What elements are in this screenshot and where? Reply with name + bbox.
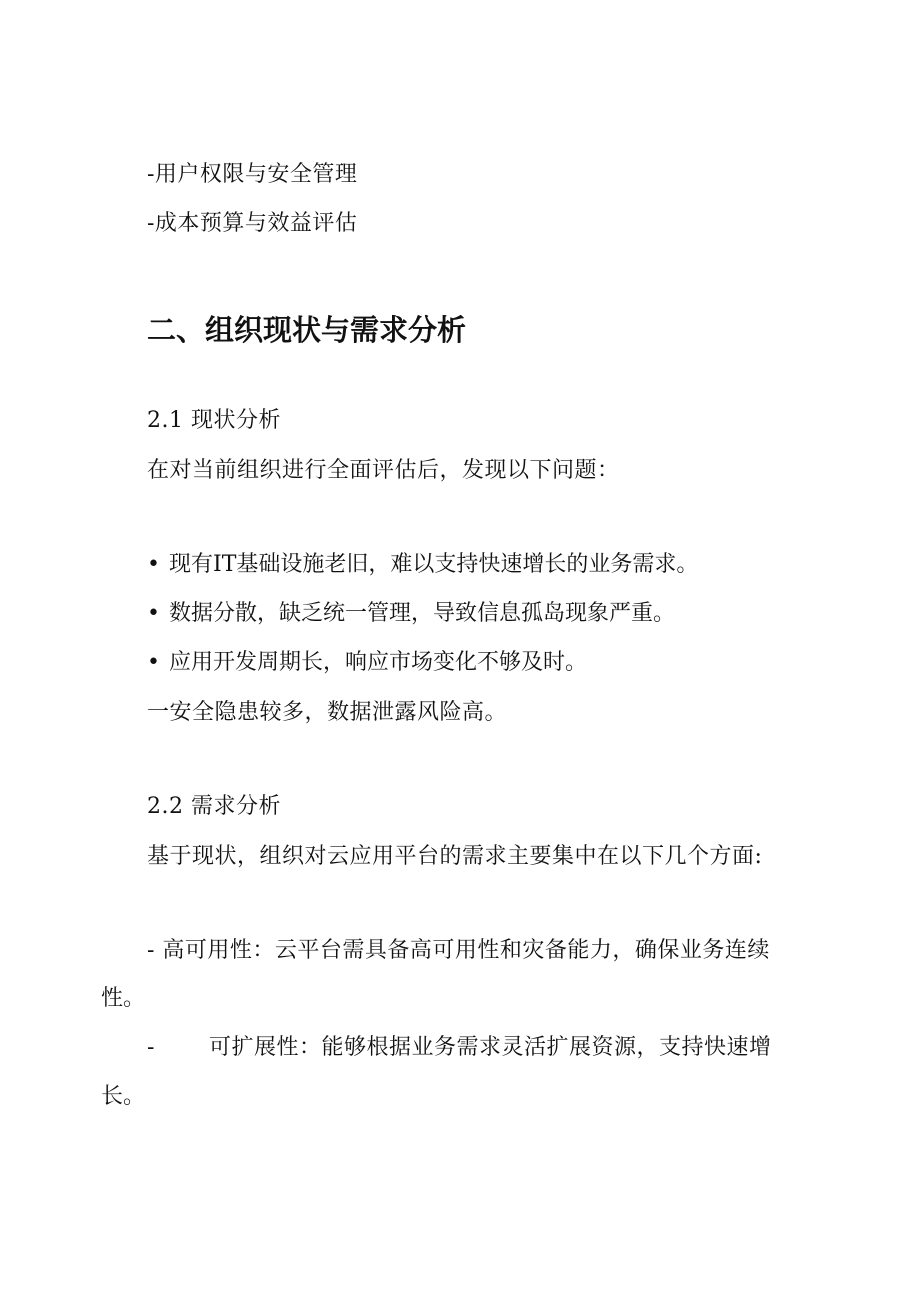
need-item-availability <box>147 936 770 966</box>
need-item-continuation: 性。 <box>101 986 146 1011</box>
bullet-text: 现有IT基础设施老旧，难以支持快速增长的业务需求。 <box>169 552 699 577</box>
need-text: 高可用性：云平台需具备高可用性和灾备能力，确保业务连续 <box>154 938 770 963</box>
bullet-item <box>147 550 698 580</box>
needs-intro: 基于现状，组织对云应用平台的需求主要集中在以下几个方面: <box>147 844 763 869</box>
need-item-continuation: 长。 <box>101 1084 146 1109</box>
list-item-permissions: -用户权限与安全管理 <box>147 162 358 187</box>
bullet-item <box>147 599 675 629</box>
bullet-item <box>147 648 587 678</box>
dash-marker: - <box>147 938 155 963</box>
security-risk-line: 一安全隐患较多，数据泄露风险高。 <box>147 700 508 725</box>
bullet-text: 应用开发周期长，响应市场变化不够及时。 <box>169 650 588 675</box>
section-heading: 二、组织现状与需求分析 <box>147 313 467 347</box>
need-text: 可扩展性：能够根据业务需求灵活扩展资源，支持快速增 <box>209 1035 772 1060</box>
bullet-marker: • <box>147 552 160 577</box>
bullet-text: 数据分散，缺乏统一管理，导致信息孤岛现象严重。 <box>169 601 676 626</box>
subsection-title-status: 2.1 现状分析 <box>147 408 281 433</box>
status-intro: 在对当前组织进行全面评估后，发现以下问题： <box>147 458 620 483</box>
list-item-budget: -成本预算与效益评估 <box>147 211 358 236</box>
bullet-marker: • <box>147 650 160 675</box>
bullet-marker: • <box>147 601 160 626</box>
subsection-title-needs: 2.2 需求分析 <box>147 794 281 819</box>
dash-marker: - <box>147 1035 155 1060</box>
need-item-scalability <box>147 1033 772 1063</box>
